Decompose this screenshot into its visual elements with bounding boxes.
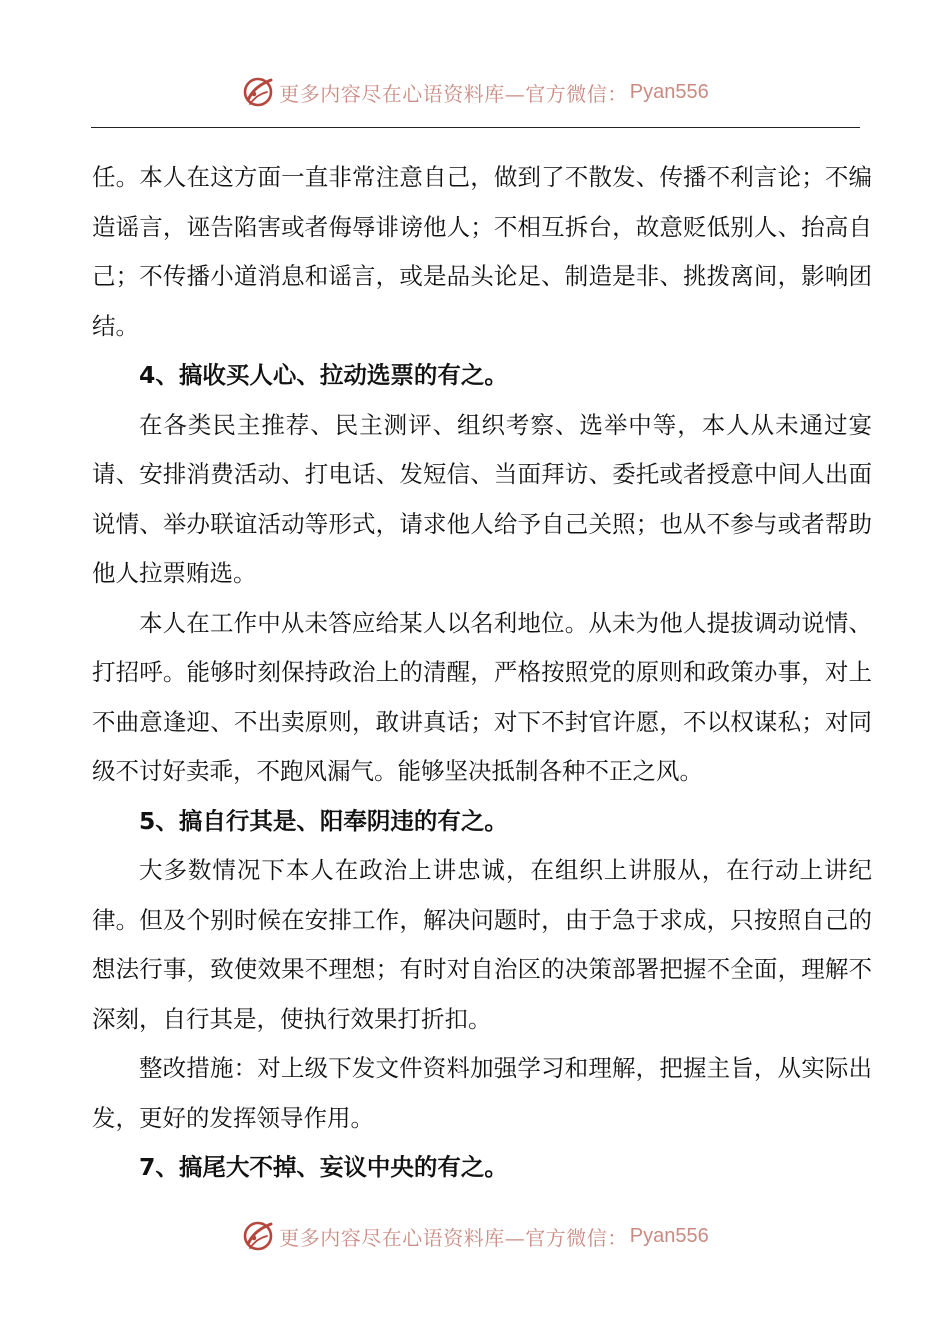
- paragraph: 本人在工作中从未答应给某人以名利地位。从未为他人提拔调动说情、打招呼。能够时刻保持政治上的清醒，严格按照党的原则和政策办事，对上不曲意逢迎、不出卖原则，敢讲真话；对下不封官许愿，不以权谋私；对同级不讨好卖乖，不跑风漏气。能够坚决抵制各种不正之风。: [92, 608, 872, 785]
- section-heading-4: 4、搞收买人心、拉动选票的有之。: [139, 361, 508, 389]
- document-body: [92, 153, 872, 1193]
- paragraph-continued: 任。本人在这方面一直非常注意自己，做到了不散发、传播不利言论；不编造谣言，诬告陷害或者侮辱诽谤他人；不相互拆台，故意贬低别人、抬高自己；不传播小道消息和谣言，或是品头论足、制造是非、挑拨离间，影响团结。: [92, 163, 872, 340]
- header-divider: [91, 127, 860, 128]
- paragraph: 大多数情况下本人在政治上讲忠诚，在组织上讲服从，在行动上讲纪律。但及个别时候在安排工作，解决问题时，由于急于求成，只按照自己的想法行事，致使效果不理想；有时对自治区的决策部署把握不全面，理解不深刻，自行其是，使执行效果打折扣。: [92, 856, 872, 1033]
- paragraph-rectification: 整改措施：对上级下发文件资料加强学习和理解，把握主旨，从实际出发，更好的发挥领导作用。: [92, 1054, 872, 1132]
- section-heading-7: 7、搞尾大不掉、妄议中央的有之。: [139, 1153, 508, 1181]
- footer-brand-text: 更多内容尽在心语资料库—官方微信：: [279, 1225, 628, 1250]
- section-heading-5: 5、搞自行其是、阳奉阴违的有之。: [139, 806, 508, 835]
- header-wechat-id: Pyan556: [629, 80, 709, 103]
- header-brand-text: 更多内容尽在心语资料库—官方微信：: [279, 81, 628, 106]
- paragraph: 在各类民主推荐、民主测评、组织考察、选举中等，本人从未通过宴请、安排消费活动、打电话、发短信、当面拜访、委托或者授意中间人出面说情、举办联谊活动等形式，请求他人给予自己关照；也从不参与或者帮助他人拉票贿选。: [92, 410, 872, 587]
- page-footer: [0, 1216, 950, 1256]
- brand-logo-icon: [241, 75, 275, 109]
- page-header: [0, 72, 950, 112]
- footer-wechat-id: Pyan556: [629, 1224, 709, 1247]
- brand-logo-icon: [241, 1219, 275, 1253]
